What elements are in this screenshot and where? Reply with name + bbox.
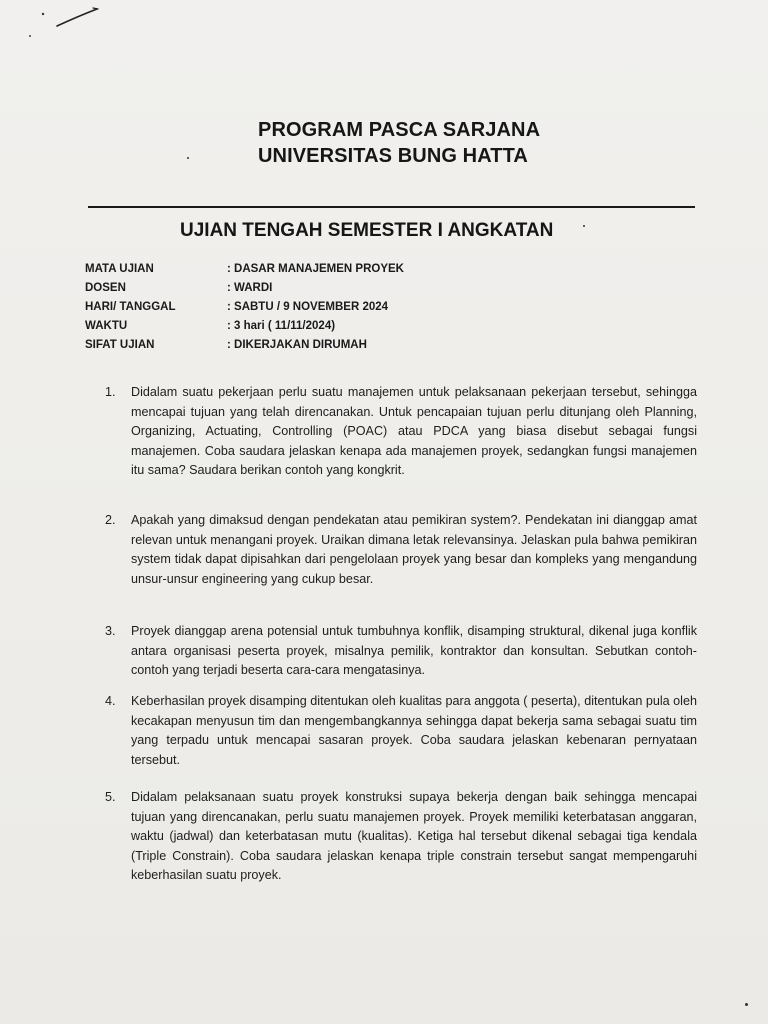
info-value: : SABTU / 9 NOVEMBER 2024: [227, 300, 389, 313]
program-name: PROGRAM PASCA SARJANA: [258, 119, 541, 141]
question-number: 4.: [105, 694, 116, 708]
info-row-time: [85, 316, 645, 335]
header-divider: [88, 206, 695, 208]
question-text: Proyek dianggap arena potensial untuk tumbuhnya konflik, disamping struktural, dikenal juga konflik antara organisasi peserta proyek, misalnya pemilik, kontraktor dan konsultan. Sebutkan contoh-contoh yang terjadi beserta cara-cara mengatasinya.: [131, 624, 697, 677]
question-item: [105, 622, 697, 681]
question-text: Apakah yang dimaksud dengan pendekatan atau pemikiran system?. Pendekatan ini dianggap amat relevan untuk menangani proyek. Uraikan dimana letak relevansinya. Jelaskan pula bahwa pemikiran system tidak dapat dipisahkan dari pengelolaan proyek yang besar dan kompleks yang mengandung unsur-unsur engineering yang cukup besar.: [131, 513, 697, 586]
info-label: DOSEN: [85, 281, 126, 294]
info-value: : DASAR MANAJEMEN PROYEK: [227, 262, 404, 275]
info-row-subject: [85, 259, 645, 278]
question-number: 2.: [105, 513, 116, 527]
question-text: Didalam suatu pekerjaan perlu suatu manajemen untuk pelaksanaan pekerjaan tersebut, sehingga mencapai tujuan yang telah direncanakan. Untuk pencapaian tujuan perlu ditunjang oleh Planning, Organizing, Actuating, Controlling (POAC) atau PDCA yang biasa disebut sebagai fungsi manajemen. Coba saudara jelaskan kenapa ada manajemen proyek, sedangkan fungsi manajemen itu sama? Saudara berikan contoh yang kongkrit.: [131, 385, 697, 477]
question-item: [105, 511, 697, 589]
question-item: [105, 383, 697, 481]
exam-info-table: [85, 259, 645, 354]
pen-stroke-mark: [0, 0, 140, 50]
info-value: : DIKERJAKAN DIRUMAH: [227, 338, 367, 351]
question-number: 1.: [105, 385, 116, 399]
info-value: : WARDI: [227, 281, 273, 294]
info-label: HARI/ TANGGAL: [85, 300, 176, 313]
university-name: UNIVERSITAS BUNG HATTA: [258, 145, 528, 167]
info-row-date: [85, 297, 645, 316]
info-label: SIFAT UJIAN: [85, 338, 155, 351]
question-text: Didalam pelaksanaan suatu proyek konstruksi supaya bekerja dengan baik sehingga mencapai tujuan yang direncanakan, perlu suatu manajemen proyek. Proyek memiliki keterbatasan anggaran, waktu (jadwal) dan keterbatasan mutu (kualitas). Ketiga hal tersebut dikenal sebagai tiga kendala (Triple Constrain). Coba saudara jelaskan kenapa triple constrain tersebut sangat mempengaruhi keberhasilan suatu proyek.: [131, 790, 697, 882]
exam-title: UJIAN TENGAH SEMESTER I ANGKATAN: [180, 220, 554, 241]
info-label: WAKTU: [85, 319, 128, 332]
paper-speck: [745, 1003, 748, 1006]
question-item: [105, 692, 697, 770]
info-value: : 3 hari ( 11/11/2024): [227, 319, 336, 332]
question-text: Keberhasilan proyek disamping ditentukan oleh kualitas para anggota ( peserta), ditentukan pula oleh kecakapan menyusun tim dan mengembangkannya sehingga dapat bekerja sama sebagai suatu tim yang terpadu untuk mencapai sasaran proyek. Coba saudara jelaskan kebenaran pernyataan tersebut.: [131, 694, 697, 767]
info-row-lecturer: [85, 278, 645, 297]
institution-header: [258, 117, 678, 169]
info-row-exam-type: [85, 335, 645, 354]
paper-speck: [187, 157, 189, 159]
question-number: 5.: [105, 790, 116, 804]
question-item: [105, 788, 697, 886]
question-number: 3.: [105, 624, 116, 638]
info-label: MATA UJIAN: [85, 262, 154, 275]
